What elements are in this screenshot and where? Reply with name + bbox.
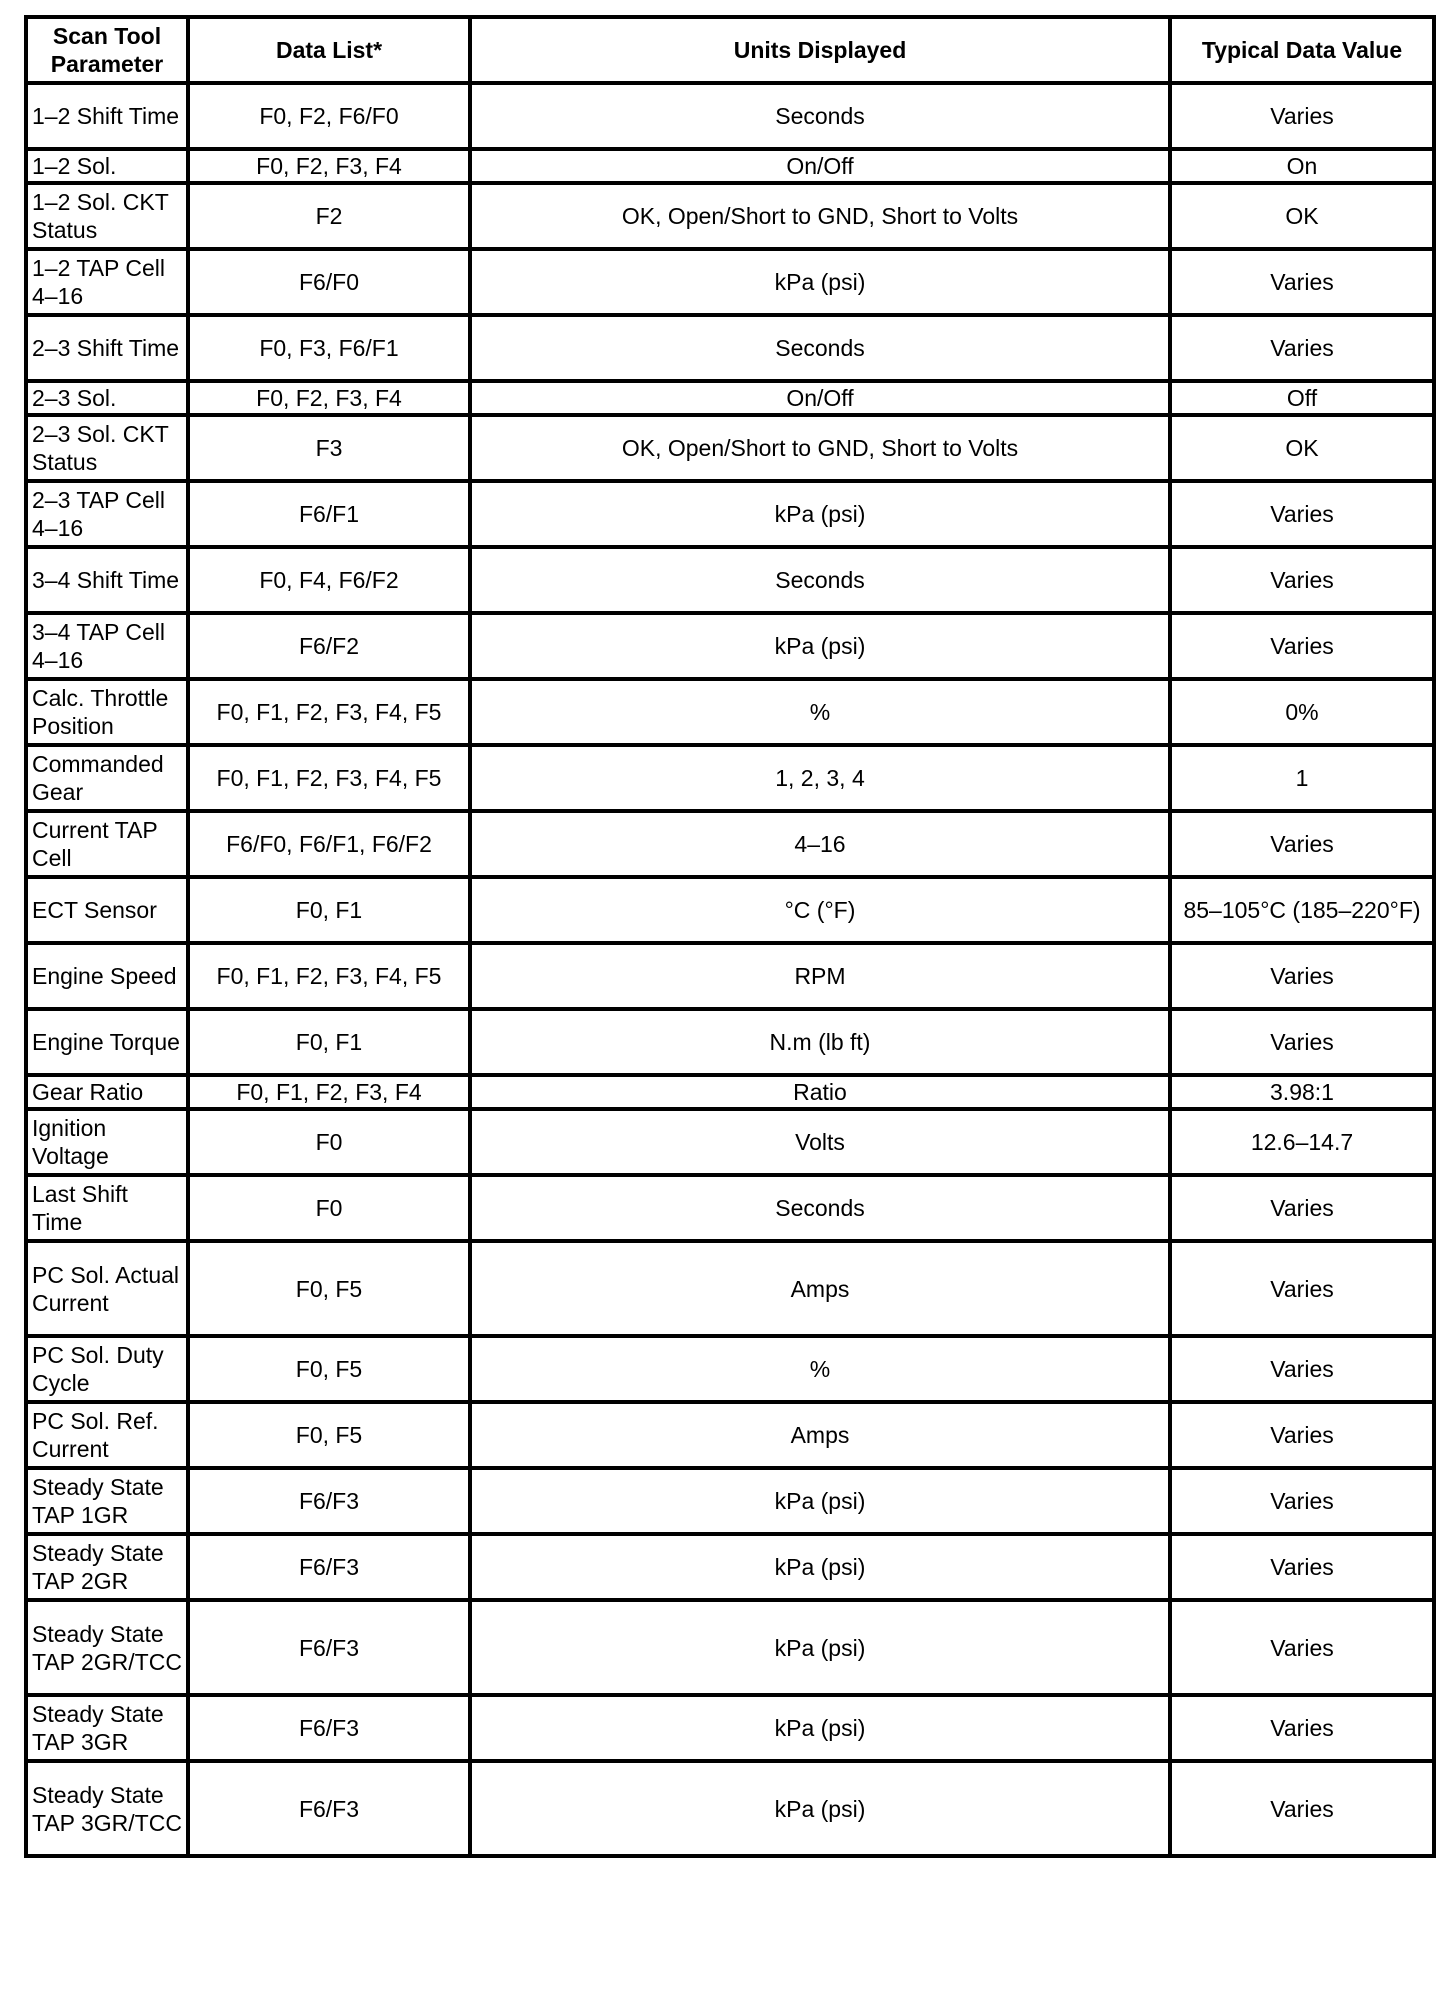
- table-row: [26, 481, 1434, 547]
- data-list-cell: F6/F3: [188, 1468, 470, 1534]
- units-cell: 1, 2, 3, 4: [470, 745, 1170, 811]
- typical-value-cell: Varies: [1170, 1600, 1434, 1695]
- table-row: [26, 83, 1434, 149]
- table-row: [26, 249, 1434, 315]
- data-list-cell: F0, F1, F2, F3, F4: [188, 1075, 470, 1109]
- table-row: [26, 811, 1434, 877]
- typical-value-cell: Varies: [1170, 315, 1434, 381]
- typical-value-cell: 3.98:1: [1170, 1075, 1434, 1109]
- table-row: [26, 745, 1434, 811]
- data-list-cell: F6/F1: [188, 481, 470, 547]
- parameter-cell: 1–2 TAP Cell 4–16: [26, 249, 188, 315]
- units-cell: Amps: [470, 1402, 1170, 1468]
- parameter-cell: 2–3 Shift Time: [26, 315, 188, 381]
- table-row: [26, 877, 1434, 943]
- units-cell: Seconds: [470, 315, 1170, 381]
- table-row: [26, 1468, 1434, 1534]
- units-cell: Seconds: [470, 547, 1170, 613]
- units-cell: Amps: [470, 1241, 1170, 1336]
- data-list-cell: F0, F1, F2, F3, F4, F5: [188, 745, 470, 811]
- units-cell: Seconds: [470, 1175, 1170, 1241]
- typical-value-cell: Varies: [1170, 1695, 1434, 1761]
- table-row: [26, 1009, 1434, 1075]
- table-body: [26, 83, 1434, 1856]
- table-header-row: [26, 17, 1434, 83]
- table-row: [26, 1109, 1434, 1175]
- data-list-cell: F0: [188, 1109, 470, 1175]
- table-row: [26, 613, 1434, 679]
- table-row: [26, 1402, 1434, 1468]
- table-row: [26, 1534, 1434, 1600]
- table-row: [26, 381, 1434, 415]
- typical-value-cell: 12.6–14.7: [1170, 1109, 1434, 1175]
- data-list-cell: F0, F2, F3, F4: [188, 381, 470, 415]
- data-list-cell: F0, F1: [188, 877, 470, 943]
- units-cell: kPa (psi): [470, 1468, 1170, 1534]
- parameter-cell: Engine Torque: [26, 1009, 188, 1075]
- parameter-cell: 1–2 Sol.: [26, 149, 188, 183]
- parameter-cell: 1–2 Shift Time: [26, 83, 188, 149]
- table-row: [26, 415, 1434, 481]
- parameter-cell: Steady State TAP 3GR/TCC: [26, 1761, 188, 1856]
- data-list-cell: F6/F3: [188, 1695, 470, 1761]
- typical-value-cell: Varies: [1170, 943, 1434, 1009]
- typical-value-cell: Off: [1170, 381, 1434, 415]
- parameter-cell: Steady State TAP 2GR: [26, 1534, 188, 1600]
- typical-value-cell: OK: [1170, 183, 1434, 249]
- units-cell: Seconds: [470, 83, 1170, 149]
- units-cell: Volts: [470, 1109, 1170, 1175]
- units-cell: kPa (psi): [470, 1600, 1170, 1695]
- data-list-cell: F0, F2, F6/F0: [188, 83, 470, 149]
- data-list-cell: F6/F3: [188, 1761, 470, 1856]
- typical-value-cell: 1: [1170, 745, 1434, 811]
- data-list-cell: F0, F5: [188, 1402, 470, 1468]
- data-list-cell: F0, F2, F3, F4: [188, 149, 470, 183]
- table-row: [26, 315, 1434, 381]
- typical-value-cell: Varies: [1170, 1175, 1434, 1241]
- parameter-cell: Gear Ratio: [26, 1075, 188, 1109]
- units-cell: %: [470, 679, 1170, 745]
- table-row: [26, 1600, 1434, 1695]
- scan-tool-data-table: [24, 15, 1436, 1858]
- parameter-cell: Ignition Voltage: [26, 1109, 188, 1175]
- units-cell: %: [470, 1336, 1170, 1402]
- units-cell: °C (°F): [470, 877, 1170, 943]
- units-cell: OK, Open/Short to GND, Short to Volts: [470, 183, 1170, 249]
- typical-value-cell: Varies: [1170, 1761, 1434, 1856]
- header-typical-data-value: Typical Data Value: [1170, 17, 1434, 83]
- table-row: [26, 1695, 1434, 1761]
- typical-value-cell: 85–105°C (185–220°F): [1170, 877, 1434, 943]
- data-list-cell: F0, F1, F2, F3, F4, F5: [188, 679, 470, 745]
- data-list-cell: F0, F5: [188, 1336, 470, 1402]
- data-list-cell: F0, F1, F2, F3, F4, F5: [188, 943, 470, 1009]
- data-list-cell: F0, F5: [188, 1241, 470, 1336]
- parameter-cell: 3–4 TAP Cell 4–16: [26, 613, 188, 679]
- typical-value-cell: Varies: [1170, 1241, 1434, 1336]
- typical-value-cell: Varies: [1170, 1534, 1434, 1600]
- typical-value-cell: Varies: [1170, 1009, 1434, 1075]
- table-row: [26, 1241, 1434, 1336]
- parameter-cell: PC Sol. Ref. Current: [26, 1402, 188, 1468]
- units-cell: RPM: [470, 943, 1170, 1009]
- data-list-cell: F0, F3, F6/F1: [188, 315, 470, 381]
- table-row: [26, 547, 1434, 613]
- parameter-cell: Current TAP Cell: [26, 811, 188, 877]
- data-list-cell: F2: [188, 183, 470, 249]
- parameter-cell: Steady State TAP 1GR: [26, 1468, 188, 1534]
- typical-value-cell: Varies: [1170, 249, 1434, 315]
- header-units-displayed: Units Displayed: [470, 17, 1170, 83]
- typical-value-cell: Varies: [1170, 83, 1434, 149]
- typical-value-cell: Varies: [1170, 811, 1434, 877]
- typical-value-cell: 0%: [1170, 679, 1434, 745]
- units-cell: kPa (psi): [470, 481, 1170, 547]
- parameter-cell: Last Shift Time: [26, 1175, 188, 1241]
- typical-value-cell: Varies: [1170, 1336, 1434, 1402]
- units-cell: kPa (psi): [470, 1695, 1170, 1761]
- units-cell: N.m (lb ft): [470, 1009, 1170, 1075]
- table-row: [26, 1336, 1434, 1402]
- table-row: [26, 943, 1434, 1009]
- parameter-cell: PC Sol. Duty Cycle: [26, 1336, 188, 1402]
- parameter-cell: 1–2 Sol. CKT Status: [26, 183, 188, 249]
- parameter-cell: 2–3 Sol. CKT Status: [26, 415, 188, 481]
- units-cell: kPa (psi): [470, 249, 1170, 315]
- units-cell: kPa (psi): [470, 1534, 1170, 1600]
- typical-value-cell: Varies: [1170, 1468, 1434, 1534]
- typical-value-cell: Varies: [1170, 481, 1434, 547]
- units-cell: On/Off: [470, 149, 1170, 183]
- header-scan-tool-parameter: Scan Tool Parameter: [26, 17, 188, 83]
- table-row: [26, 183, 1434, 249]
- data-list-cell: F0: [188, 1175, 470, 1241]
- units-cell: 4–16: [470, 811, 1170, 877]
- typical-value-cell: OK: [1170, 415, 1434, 481]
- units-cell: Ratio: [470, 1075, 1170, 1109]
- data-list-cell: F0, F4, F6/F2: [188, 547, 470, 613]
- parameter-cell: Commanded Gear: [26, 745, 188, 811]
- typical-value-cell: On: [1170, 149, 1434, 183]
- parameter-cell: 2–3 TAP Cell 4–16: [26, 481, 188, 547]
- parameter-cell: ECT Sensor: [26, 877, 188, 943]
- parameter-cell: Steady State TAP 3GR: [26, 1695, 188, 1761]
- table-row: [26, 1075, 1434, 1109]
- data-list-cell: F3: [188, 415, 470, 481]
- typical-value-cell: Varies: [1170, 547, 1434, 613]
- data-list-cell: F0, F1: [188, 1009, 470, 1075]
- table-row: [26, 1761, 1434, 1856]
- data-list-cell: F6/F2: [188, 613, 470, 679]
- data-list-cell: F6/F0, F6/F1, F6/F2: [188, 811, 470, 877]
- parameter-cell: 2–3 Sol.: [26, 381, 188, 415]
- parameter-cell: 3–4 Shift Time: [26, 547, 188, 613]
- header-data-list: Data List*: [188, 17, 470, 83]
- units-cell: kPa (psi): [470, 1761, 1170, 1856]
- units-cell: On/Off: [470, 381, 1170, 415]
- data-list-cell: F6/F0: [188, 249, 470, 315]
- data-list-cell: F6/F3: [188, 1600, 470, 1695]
- units-cell: kPa (psi): [470, 613, 1170, 679]
- parameter-cell: PC Sol. Actual Current: [26, 1241, 188, 1336]
- table-row: [26, 149, 1434, 183]
- table-row: [26, 679, 1434, 745]
- parameter-cell: Steady State TAP 2GR/TCC: [26, 1600, 188, 1695]
- typical-value-cell: Varies: [1170, 613, 1434, 679]
- data-list-cell: F6/F3: [188, 1534, 470, 1600]
- units-cell: OK, Open/Short to GND, Short to Volts: [470, 415, 1170, 481]
- table-row: [26, 1175, 1434, 1241]
- typical-value-cell: Varies: [1170, 1402, 1434, 1468]
- parameter-cell: Calc. Throttle Position: [26, 679, 188, 745]
- parameter-cell: Engine Speed: [26, 943, 188, 1009]
